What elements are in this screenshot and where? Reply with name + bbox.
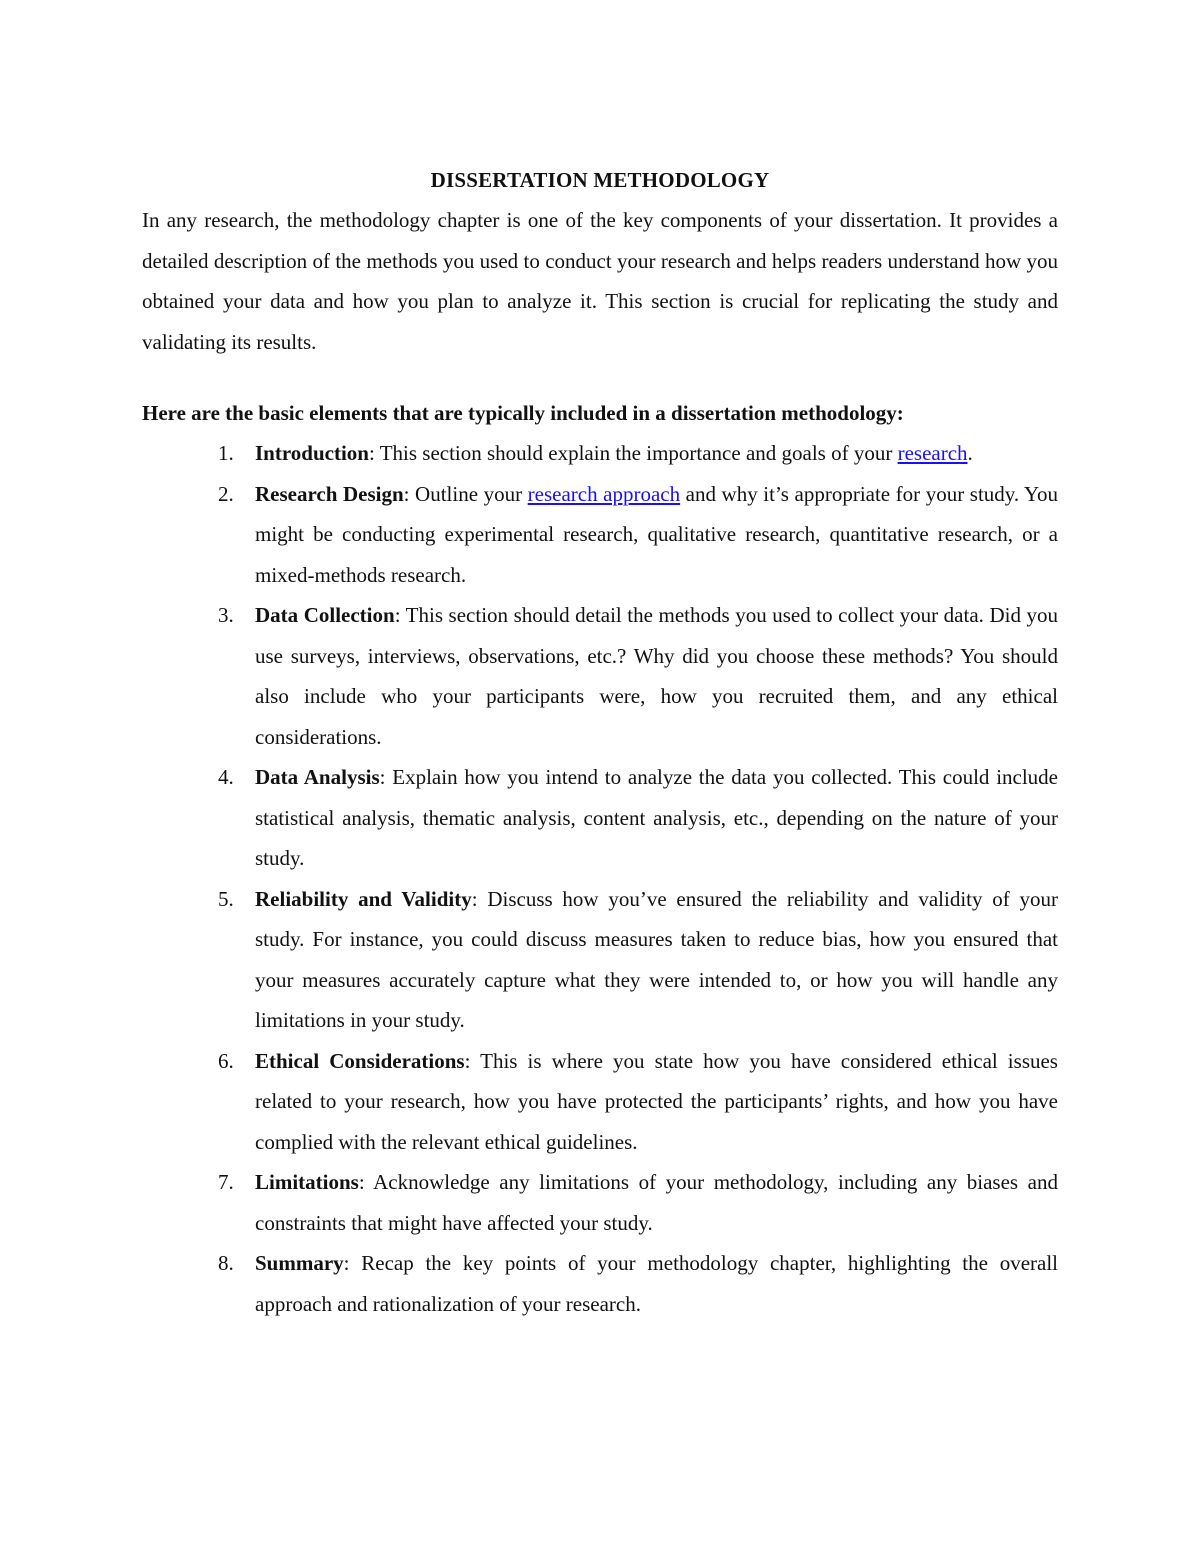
list-item-number: 8. — [218, 1251, 234, 1275]
list-item-text: : This is where you state how you have considered ethical issues related to your research, how you have protected the participants’ rights, and how you have complied with the relevant ethical guidelines. — [255, 1048, 1058, 1154]
list-item-text: : Recap the key points of your methodology chapter, highlighting the overall approach and rationalization of your research. — [255, 1251, 1058, 1316]
list-item-number: 4. — [218, 765, 234, 789]
list-item-data-analysis — [142, 757, 1058, 879]
intro-paragraph: In any research, the methodology chapter is one of the key components of your dissertation. It provides a detailed description of the methods you used to conduct your research and helps readers understand how you obtained your data and how you plan to analyze it. This section is crucial for replicating the study and validating its results. — [142, 208, 1058, 354]
list-item-text-end: and why it’s appropriate for your study. You might be conducting experimental research, qualitative research, quantitative research, or a mixed-methods research. — [255, 481, 1059, 587]
list-item-reliability-validity — [142, 879, 1058, 1041]
list-item-research-design — [142, 474, 1058, 596]
research-approach-link[interactable]: research approach — [527, 481, 681, 506]
list-item-text: : Outline your — [403, 481, 528, 506]
elements-lead-sentence: Here are the basic elements that are typically included in a dissertation methodology: — [142, 401, 904, 425]
list-item-term: Introduction — [255, 441, 369, 465]
list-item-text: : Acknowledge any limitations of your methodology, including any biases and constraints that might have affected your study. — [255, 1170, 1058, 1235]
list-item-term: Data Analysis — [255, 765, 380, 789]
list-item-ethical-considerations — [142, 1041, 1058, 1163]
list-item-text-end: . — [967, 441, 973, 465]
list-item-number: 5. — [218, 886, 234, 911]
methodology-elements-list — [142, 433, 1058, 1324]
document-title: DISSERTATION METHODOLOGY — [430, 168, 770, 192]
list-item-term: Reliability and Validity — [255, 886, 472, 911]
list-item-limitations — [142, 1162, 1058, 1243]
list-item-text: : This section should detail the methods you used to collect your data. Did you use surveys, interviews, observations, etc.? Why did you choose these methods? You should also include who your participants were, how you recruited them, and any ethical considerations. — [255, 603, 1058, 749]
list-item-data-collection — [142, 595, 1058, 757]
list-item-number: 6. — [218, 1048, 234, 1073]
list-item-number: 3. — [218, 603, 234, 627]
list-item-text: : This section should explain the importance and goals of your — [368, 441, 898, 465]
list-item-number: 2. — [218, 481, 234, 506]
list-item-summary — [142, 1243, 1058, 1324]
list-item-term: Data Collection — [255, 603, 395, 627]
list-item-number: 1. — [218, 441, 234, 465]
document-body — [142, 163, 1058, 1324]
list-item-term: Limitations — [255, 1170, 359, 1194]
list-item-term: Ethical Considerations — [255, 1048, 465, 1073]
list-item-number: 7. — [218, 1170, 234, 1194]
list-item-text: : Discuss how you’ve ensured the reliability and validity of your study. For instance, you could discuss measures taken to reduce bias, how you ensured that your measures accurately capture what they were intended to, or how you will handle any limitations in your study. — [255, 886, 1058, 1032]
list-item-text: : Explain how you intend to analyze the data you collected. This could include statistical analysis, thematic analysis, content analysis, etc., depending on the nature of your study. — [255, 765, 1058, 870]
list-item-term: Research Design — [255, 481, 404, 506]
list-item-term: Summary — [255, 1251, 344, 1275]
research-link[interactable]: research — [897, 441, 968, 465]
list-item-introduction — [142, 433, 1058, 474]
